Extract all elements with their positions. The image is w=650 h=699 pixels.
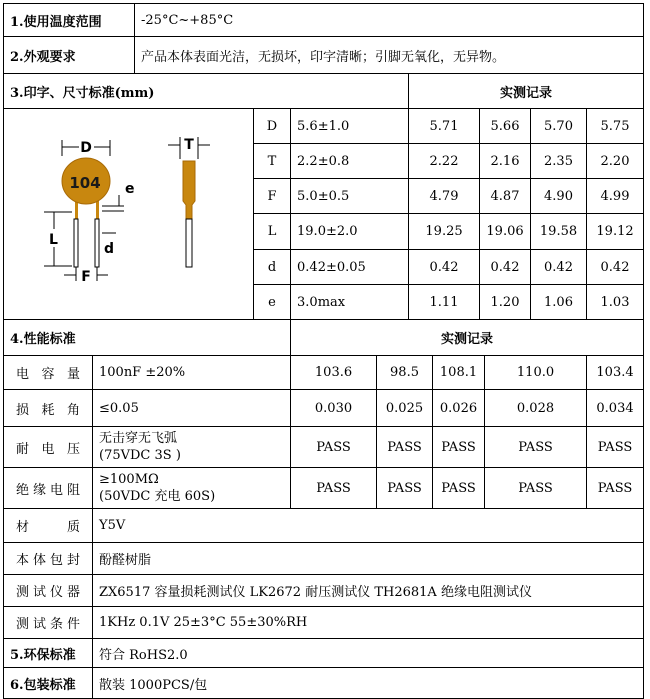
- section-performance-header: [4, 320, 644, 356]
- section-dimensions-header: [4, 74, 644, 109]
- material-row: [4, 509, 644, 543]
- performance-record-header: 实测记录: [291, 320, 644, 356]
- dim-value: 5.75: [587, 109, 644, 144]
- dim-value: 2.20: [587, 144, 644, 179]
- instruments-value: ZX6517 容量损耗测试仪 LK2672 耐压测试仪 TH2681A 绝缘电阻测试仪: [93, 575, 644, 607]
- perf-value: PASS: [587, 427, 644, 468]
- perf-spec: 100nF ±20%: [93, 356, 291, 390]
- perf-row: [4, 468, 644, 509]
- section-packaging-row: [4, 668, 644, 699]
- lead-right: [95, 219, 99, 267]
- section-appearance-row: [4, 37, 644, 74]
- perf-name: 损耗角: [4, 390, 93, 427]
- perf-row: [4, 427, 644, 468]
- dim-value: 19.06: [480, 214, 531, 250]
- perf-value: 110.0: [485, 356, 587, 390]
- capacitor-diagram: [4, 109, 254, 319]
- dim-spec: 3.0max: [291, 285, 409, 320]
- section-temperature-row: [4, 4, 644, 37]
- dim-symbol: d: [254, 250, 291, 285]
- perf-value: 0.030: [291, 390, 377, 427]
- perf-spec-line: (75VDC 3S ): [99, 448, 181, 463]
- perf-value: PASS: [485, 468, 587, 509]
- dim-spec: 5.0±0.5: [291, 179, 409, 214]
- perf-value: PASS: [587, 468, 644, 509]
- instruments-row: [4, 575, 644, 607]
- dim-value: 1.20: [480, 285, 531, 320]
- dim-value: 0.42: [587, 250, 644, 285]
- conditions-value: 1KHz 0.1V 25±3°C 55±30%RH: [93, 607, 644, 639]
- temperature-value: -25°C~+85°C: [135, 4, 644, 37]
- dim-value: 2.16: [480, 144, 531, 179]
- appearance-label: 2.外观要求: [4, 37, 135, 74]
- dim-symbol: T: [254, 144, 291, 179]
- perf-spec: [93, 468, 291, 509]
- perf-value: PASS: [377, 427, 433, 468]
- perf-value: 0.026: [433, 390, 485, 427]
- perf-value: 0.034: [587, 390, 644, 427]
- side-lead: [186, 219, 192, 267]
- coating-value: 酚醛树脂: [93, 543, 644, 575]
- dim-value: 0.42: [531, 250, 587, 285]
- label-F: F: [81, 269, 91, 285]
- dim-symbol: D: [254, 109, 291, 144]
- dim-value: 19.58: [531, 214, 587, 250]
- dim-value: 1.06: [531, 285, 587, 320]
- spec-sheet: [3, 3, 643, 692]
- packaging-label: 6.包装标准: [4, 668, 93, 699]
- label-T: T: [184, 137, 194, 153]
- perf-value: 98.5: [377, 356, 433, 390]
- appearance-value: 产品本体表面光洁，无损坏，印字清晰；引脚无氧化，无异物。: [135, 37, 644, 74]
- label-L: L: [49, 232, 58, 248]
- dim-value: 2.35: [531, 144, 587, 179]
- label-e: e: [125, 181, 135, 197]
- perf-name: 绝缘电阻: [4, 468, 93, 509]
- coating-row: [4, 543, 644, 575]
- perf-value: PASS: [291, 468, 377, 509]
- dimensions-label: 3.印字、尺寸标准(mm): [4, 74, 409, 109]
- dim-spec: 0.42±0.05: [291, 250, 409, 285]
- perf-name: 耐电压: [4, 427, 93, 468]
- section-environment-row: [4, 639, 644, 668]
- perf-name: 电容量: [4, 356, 93, 390]
- temperature-label: 1.使用温度范围: [4, 4, 135, 37]
- environment-label: 5.环保标准: [4, 639, 93, 668]
- capacitor-diagram-cell: [4, 109, 254, 320]
- perf-spec-line: ≥100MΩ: [99, 472, 159, 487]
- dim-value: 0.42: [409, 250, 480, 285]
- dimensions-record-header: 实测记录: [409, 74, 644, 109]
- dim-spec: 2.2±0.8: [291, 144, 409, 179]
- material-label: 材质: [4, 509, 93, 543]
- dim-symbol: F: [254, 179, 291, 214]
- material-value: Y5V: [93, 509, 644, 543]
- perf-spec: [93, 427, 291, 468]
- dim-symbol: e: [254, 285, 291, 320]
- capacitor-side-body: [183, 161, 195, 221]
- packaging-value: 散装 1000PCS/包: [93, 668, 644, 699]
- perf-value: 0.025: [377, 390, 433, 427]
- spec-table: [3, 3, 644, 699]
- performance-label: 4.性能标准: [4, 320, 291, 356]
- dim-value: 2.22: [409, 144, 480, 179]
- perf-value: 103.6: [291, 356, 377, 390]
- dim-spec: 19.0±2.0: [291, 214, 409, 250]
- conditions-row: [4, 607, 644, 639]
- perf-row: [4, 356, 644, 390]
- perf-value: PASS: [291, 427, 377, 468]
- perf-value: 0.028: [485, 390, 587, 427]
- dim-row: [4, 109, 644, 144]
- conditions-label: 测试条件: [4, 607, 93, 639]
- dim-value: 4.99: [587, 179, 644, 214]
- label-D: D: [80, 140, 92, 156]
- dim-symbol: L: [254, 214, 291, 250]
- perf-spec: ≤0.05: [93, 390, 291, 427]
- instruments-label: 测试仪器: [4, 575, 93, 607]
- perf-spec-line: (50VDC 充电 60S): [99, 489, 216, 504]
- dim-spec: 5.6±1.0: [291, 109, 409, 144]
- dim-value: 19.25: [409, 214, 480, 250]
- perf-value: PASS: [377, 468, 433, 509]
- perf-value: 108.1: [433, 356, 485, 390]
- perf-value: PASS: [433, 468, 485, 509]
- label-d: d: [104, 241, 115, 257]
- capacitor-marking: 104: [69, 174, 101, 192]
- dim-value: 1.03: [587, 285, 644, 320]
- dim-value: 0.42: [480, 250, 531, 285]
- dim-value: 5.70: [531, 109, 587, 144]
- perf-value: PASS: [433, 427, 485, 468]
- dim-value: 5.66: [480, 109, 531, 144]
- perf-spec-line: 无击穿无飞弧: [99, 431, 178, 446]
- environment-value: 符合 RoHS2.0: [93, 639, 644, 668]
- dim-value: 1.11: [409, 285, 480, 320]
- dim-value: 4.90: [531, 179, 587, 214]
- lead-left: [74, 219, 78, 267]
- perf-row: [4, 390, 644, 427]
- dim-value: 5.71: [409, 109, 480, 144]
- perf-value: PASS: [485, 427, 587, 468]
- coating-label: 本体包封: [4, 543, 93, 575]
- perf-value: 103.4: [587, 356, 644, 390]
- dim-value: 4.79: [409, 179, 480, 214]
- dim-value: 19.12: [587, 214, 644, 250]
- dim-value: 4.87: [480, 179, 531, 214]
